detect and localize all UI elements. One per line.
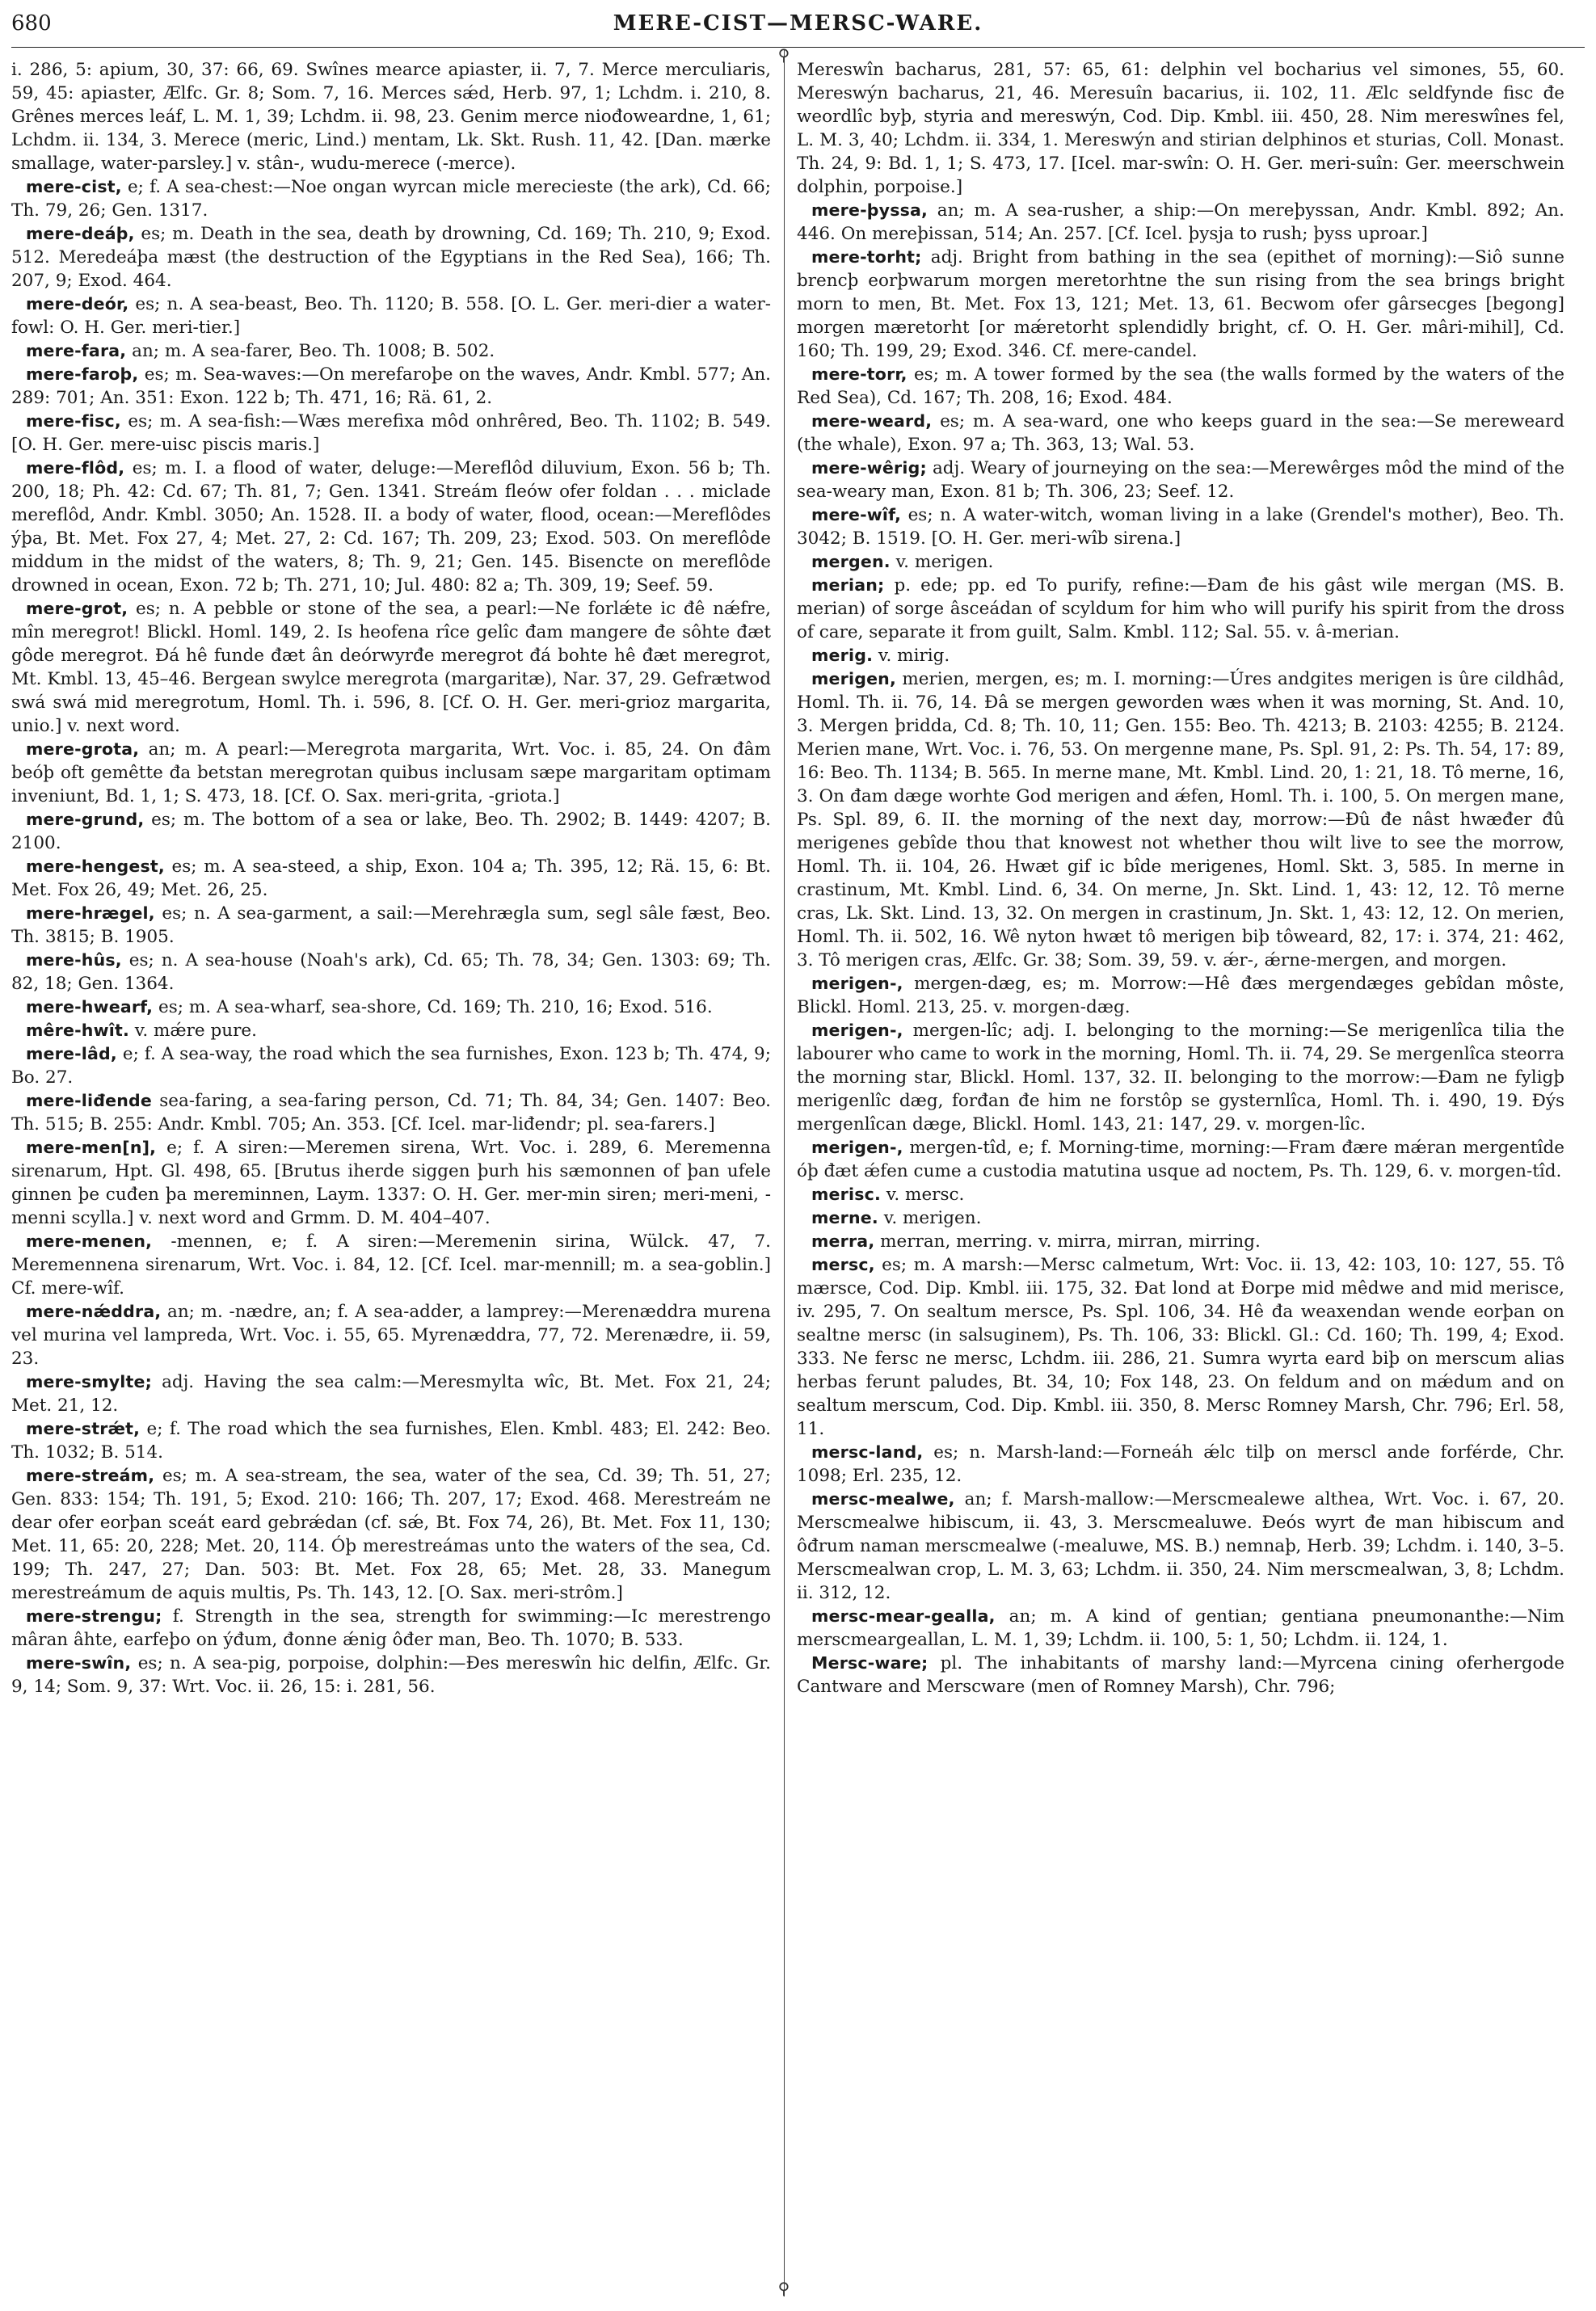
entry-definition: f. Strength in the sea, strength for swimming:—Ic merestrengo mâran âhte, earfeþo on ýđum, đonne ǽnig ôđer man, Beo. Th. 1070; B. 533. xyxy=(11,1606,771,1650)
dictionary-entry xyxy=(797,667,1564,972)
dictionary-entry xyxy=(11,1652,771,1699)
entry-definition: pl. The inhabitants of marshy land:—Myrcena cining oferhergode Cantware and Merscware (men of Romney Marsh), Chr. 796; xyxy=(797,1653,1564,1697)
entry-headword: mere-smylte; xyxy=(26,1372,153,1391)
entry-definition: an; m. -nædre, an; f. A sea-adder, a lamprey:—Merenæddra murena vel murina vel lampreda, Wrt. Voc. i. 55, 65. Myrenæddra, 77, 72. Merenædre, ii. 59, 23. xyxy=(11,1302,771,1369)
entry-headword: mere-grot, xyxy=(26,599,128,618)
entry-headword: mere-faroþ, xyxy=(26,364,139,384)
entry-definition: es; m. A sea-wharf, sea-shore, Cd. 169; Th. 210, 16; Exod. 516. xyxy=(158,997,713,1017)
entry-definition: mergen-tîd, e; f. Morning-time, morning:—Fram đære mǽran mergentîde óþ đæt ǽfen cume a custodia matutina usque ad noctem, Ps. Th. 129, 6. v. morgen-tîd. xyxy=(797,1138,1564,1181)
dictionary-entry xyxy=(11,457,771,597)
entry-headword: mere-men[n], xyxy=(26,1138,157,1157)
entry-headword: mere-wêrig; xyxy=(811,458,927,478)
entry-definition: es; n. A pebble or stone of the sea, a pearl:—Ne forlǽte ic đê nǽfre, mîn meregrot! Blickl. Homl. 149, 2. Is heofena rîce gelîc đam mangere đe sôhte đæt gôde meregrot. Đá hê funde đæt ân deórwyrđe meregrot đá bohte hê đæt meregrot, Mt. Kmbl. 13, 45–46. Bergean swylce meregrota (margaritæ), Nar. 37, 29. Gefrætwod swá swá mid meregrotum, Homl. Th. i. 596, 8. [Cf. O. H. Ger. meri-grioz margarita, unio.] v. next word. xyxy=(11,599,771,736)
entry-headword: merigen, xyxy=(811,669,896,688)
entry-definition: es; m. I. a flood of water, deluge:—Mereflôd diluvium, Exon. 56 b; Th. 200, 18; Ph. 42: Cd. 67; Th. 81, 7; Gen. 1341. Streám fleów ofer foldan . . . miclade mereflôd, Andr. Kmbl. 3050; An. 1528. II. a body of water, flood, ocean:—Mereflôdes ýþa, Bt. Met. Fox 27, 4; Met. 27, 2: Cd. 167; Th. 209, 23; Exod. 503. On mereflôde middum in the midst of the waters, 8; Th. 9, 21; Gen. 145. Bisencte on mereflôde drowned in ocean, Exon. 72 b; Th. 271, 10; Jul. 480: 82 a; Th. 309, 19; Seef. 59. xyxy=(11,458,771,596)
entry-definition: v. mǽre pure. xyxy=(134,1021,257,1041)
entry-definition: v. mersc. xyxy=(886,1185,965,1205)
entry-definition: an; m. A kind of gentian; gentiana pneumonanthe:—Nim merscmeargeallan, L. M. 1, 39; Lchdm. ii. 100, 5: 1, 50; Lchdm. ii. 124, 1. xyxy=(797,1606,1564,1650)
entry-headword: mêre-hwît. xyxy=(26,1021,129,1040)
entry-headword: merisc. xyxy=(811,1185,881,1204)
entry-headword: merian; xyxy=(811,575,885,595)
entry-definition: e; f. A siren:—Meremen sirena, Wrt. Voc. i. 289, 6. Meremenna sirenarum, Hpt. Gl. 498, 65. [Brutus iherde siggen þurh his sæmonnen of þan ufele ginnen þe cuđen þa mereminnen, Laym. 1337: O. H. Ger. mer-min siren; meri-meni, -menni scylla.] v. next word and Grmm. D. M. 404–407. xyxy=(11,1138,771,1228)
ornament-top-icon: ⚲ xyxy=(777,45,790,65)
dictionary-entry xyxy=(797,1253,1564,1441)
running-head: MERE-CIST—MERSC-WARE. xyxy=(613,11,983,36)
entry-definition: es; n. A sea-pig, porpoise, dolphin:—Đes mereswîn hic delfin, Ælfc. Gr. 9, 14; Som. 9, 37: Wrt. Voc. ii. 26, 15: i. 281, 56. xyxy=(11,1653,771,1697)
dictionary-entry xyxy=(797,1488,1564,1605)
entry-definition: e; f. A sea-chest:—Noe ongan wyrcan micle merecieste (the ark), Cd. 66; Th. 79, 26; Gen. 1317. xyxy=(11,177,771,221)
entry-definition: an; m. A sea-rusher, a ship:—On mereþyssan, Andr. Kmbl. 892; An. 446. On mereþissan, 514; An. 257. [Cf. Icel. þysja to rush; þyss uproar.] xyxy=(797,200,1564,244)
entry-headword: mersc, xyxy=(811,1255,875,1274)
dictionary-entry xyxy=(11,1370,771,1417)
dictionary-entry xyxy=(797,1230,1564,1253)
dictionary-entry xyxy=(11,58,771,175)
entry-definition: merien, mergen, es; m. I. morning:—Úres andgites merigen is ûre cildhâd, Homl. Th. ii. 76, 14. Đâ se mergen geworden wæs when it was morning, St. And. 10, 3. Mergen þridda, Cd. 8; Th. 10, 11; Gen. 155: Beo. Th. 4213; B. 2103: 4255; B. 2124. Merien mane, Wrt. Voc. i. 76, 53. On mergenne mane, Ps. Spl. 91, 2: Ps. Th. 54, 17: 89, 16: Beo. Th. 1134; B. 565. In merne mane, Mt. Kmbl. Lind. 20, 1: 21, 18. Tô merne, 16, 3. On đam dæge worhte God merigen and ǽfen, Homl. Th. i. 100, 5. On mergen mane, Ps. Spl. 89, 6. II. the morning of the next day, morrow:—Đû đe nâst hwæđer đû merigenes gebîde thou that knowest not whether thou wilt live to see the morrow, Homl. Th. ii. 104, 26. Hwæt gif ic bîde merigenes, Homl. Skt. 3, 585. In merne in crastinum, Mt. Kmbl. Lind. 6, 34. On merne, Jn. Skt. Lind. 1, 43: 12, 12. Tô merne cras, Lk. Skt. Lind. 13, 32. On mergen in crastinum, Jn. Skt. 1, 43: 12, 12. On merien, Homl. Th. ii. 502, 16. Wê nyton hwæt tô merigen biþ tôweard, 82, 17: i. 374, 21: 462, 3. Tô merigen cras, Ælfc. Gr. 38; Som. 39, 59. v. ǽr-, ǽrne-mergen, and morgen. xyxy=(797,669,1564,970)
dictionary-entry xyxy=(797,410,1564,457)
entry-headword: mere-strengu; xyxy=(26,1606,162,1626)
dictionary-entry xyxy=(797,58,1564,199)
entry-definition: adj. Weary of journeying on the sea:—Merewêrges môd the mind of the sea-weary man, Exon. 81 b; Th. 306, 23; Seef. 12. xyxy=(797,458,1564,502)
entry-definition: an; m. A pearl:—Meregrota margarita, Wrt. Voc. i. 85, 24. On đâm beóþ oft gemêtte đa betstan meregrotan quibus inclusam sæpe margaritam optimam inveniunt, Bd. 1, 1; S. 473, 18. [Cf. O. Sax. meri-grita, -griota.] xyxy=(11,739,771,806)
entry-headword: mersc-land, xyxy=(811,1442,924,1462)
dictionary-entry xyxy=(11,339,771,363)
entry-definition: es; n. A sea-garment, a sail:—Merehrægla sum, segl sâle fæst, Beo. Th. 3815; B. 1905. xyxy=(11,903,771,947)
entry-definition: es; m. A sea-stream, the sea, water of the sea, Cd. 39; Th. 51, 27; Gen. 833: 154; Th. 191, 5; Exod. 210: 166; Th. 207, 17; Exod. 468. Merestreám ne dear ofer eorþan sceát eard gebrǽdan (cf. sǽ, Bt. Fox 74, 26), Bt. Met. Fox 11, 130; Met. 11, 65: 20, 228; Met. 20, 114. Óþ merestreámas unto the waters of the sea, Cd. 199; Th. 247, 27; Dan. 503: Bt. Met. Fox 28, 65; Met. 28, 33. Manegum merestreámum de aquis multis, Ps. Th. 143, 12. [O. Sax. meri-strôm.] xyxy=(11,1466,771,1603)
dictionary-entry xyxy=(797,644,1564,667)
dictionary-entry xyxy=(11,1417,771,1464)
dictionary-entry xyxy=(11,1136,771,1230)
entry-headword: mere-menen, xyxy=(26,1231,153,1251)
dictionary-entry xyxy=(11,1042,771,1089)
entry-definition: es; m. A sea-steed, a ship, Exon. 104 a; Th. 395, 12; Rä. 15, 6: Bt. Met. Fox 26, 49; Met. 26, 25. xyxy=(11,857,771,900)
entry-headword: mere-torr, xyxy=(811,364,907,384)
entry-headword: mere-flôd, xyxy=(26,458,125,478)
entry-headword: mere-grund, xyxy=(26,810,145,829)
dictionary-entry xyxy=(797,550,1564,574)
dictionary-entry xyxy=(11,1089,771,1136)
entry-definition: e; f. A sea-way, the road which the sea furnishes, Exon. 123 b; Th. 474, 9; Bo. 27. xyxy=(11,1044,771,1088)
entry-headword: merne. xyxy=(811,1208,878,1227)
entry-definition: p. ede; pp. ed To purify, refine:—Đam đe his gâst wile mergan (MS. B. merian) of sorge âsceádan of scyldum for him who will purify his spirit from the dross of care, separate it from guilt, Salm. Kmbl. 112; Sal. 55. v. â-merian. xyxy=(797,575,1564,642)
entry-headword: mere-þyssa, xyxy=(811,200,929,220)
dictionary-entry xyxy=(11,293,771,339)
entry-headword: mere-strǽt, xyxy=(26,1419,141,1438)
entry-definition: es; m. A marsh:—Mersc calmetum, Wrt: Voc. ii. 13, 42: 103, 10: 127, 55. Tô mærsce, Cod. Dip. Kmbl. iii. 175, 32. Đat lond at Đorpe mid mêdwe and mid merisce, iv. 295, 7. On sealtum mersce, Ps. Spl. 106, 34. Hê đa weaxendan wende eorþan on sealtne mersc (in salsuginem), Ps. Th. 106, 33: Blickl. Gl.: Cd. 160; Th. 199, 4; Exod. 333. Ne fersc ne mersc, Lchdm. iii. 286, 21. Sumra wyrta eard biþ on merscum alias herbas ferunt paludes, Bt. 34, 10; Fox 148, 23. On feldum and on mǽdum and on sealtum merscum, Cod. Dip. Kmbl. iii. 350, 8. Mersc Romney Marsh, Chr. 796; Erl. 58, 11. xyxy=(797,1255,1564,1439)
dictionary-entry xyxy=(11,996,771,1019)
entry-headword: mersc-mealwe, xyxy=(811,1489,955,1509)
entry-headword: mere-cist, xyxy=(26,177,122,196)
page-header xyxy=(0,11,1596,44)
entry-headword: mergen. xyxy=(811,552,891,571)
left-column xyxy=(11,58,771,2296)
entry-definition: an; f. Marsh-mallow:—Merscmealewe althea, Wrt. Voc. i. 67, 20. Merscmealwe hibiscum, ii. 43, 3. Merscmealuwe. Đeós wyrt đe man hibiscum and ôđrum naman merscmealwe (-mealuwe, MS. B.) nemnaþ, Herb. 39; Lchdm. i. 140, 3–5. Merscmealwan crop, L. M. 3, 63; Lchdm. ii. 350, 24. Nim merscmealwan, 3, 8; Lchdm. ii. 312, 12. xyxy=(797,1489,1564,1603)
dictionary-entry xyxy=(797,972,1564,1019)
entry-headword: mere-weard, xyxy=(811,411,933,431)
entry-definition: adj. Bright from bathing in the sea (epithet of morning):—Siô sunne brencþ eorþwarum morgen meretorhtne the sun rising from the sea brings bright morn to men, Bt. Met. Fox 13, 121; Met. 13, 61. Becwom ofer gârsecges [begong] morgen mæretorht [or mǽretorht splendidly bright, cf. O. H. Ger. mâri-mihil], Cd. 160; Th. 199, 29; Exod. 346. Cf. mere-candel. xyxy=(797,247,1564,361)
entry-definition: v. merigen. xyxy=(895,552,994,572)
dictionary-entry xyxy=(11,738,771,808)
dictionary-entry xyxy=(11,949,771,996)
dictionary-entry xyxy=(797,1605,1564,1652)
entry-definition: es; n. A sea-beast, Beo. Th. 1120; B. 558. [O. L. Ger. meri-dier a water-fowl: O. H. Ger. meri-tier.] xyxy=(11,294,771,338)
entry-headword: mere-lâd, xyxy=(26,1044,117,1063)
entry-definition: -mennen, e; f. A siren:—Meremenin sirina, Wülck. 47, 7. Meremennena sirenarum, Wrt. Voc. i. 84, 12. [Cf. Icel. mar-mennill; m. a sea-goblin.] Cf. mere-wîf. xyxy=(11,1231,771,1299)
dictionary-entry xyxy=(797,1441,1564,1488)
entry-headword: mere-hwearf, xyxy=(26,997,154,1017)
entry-definition: es; m. A sea-ward, one who keeps guard in the sea:—Se mereweard (the whale), Exon. 97 a; Th. 363, 13; Wal. 53. xyxy=(797,411,1564,455)
entry-headword: Mersc-ware; xyxy=(811,1653,929,1673)
entry-headword: merigen-, xyxy=(811,1021,903,1040)
dictionary-entry xyxy=(11,222,771,293)
dictionary-entry xyxy=(797,1019,1564,1136)
entry-headword: mere-streám, xyxy=(26,1466,155,1485)
entry-definition: es; m. A sea-fish:—Wæs merefixa môd onhrêred, Beo. Th. 1102; B. 549. [O. H. Ger. mere-uisc piscis maris.] xyxy=(11,411,771,455)
dictionary-entry xyxy=(797,457,1564,503)
dictionary-entry xyxy=(11,1230,771,1300)
column-divider xyxy=(784,50,785,2296)
entry-headword: mere-wîf, xyxy=(811,505,902,524)
entry-definition: mergen-dæg, es; m. Morrow:—Hê đæs mergendæges gebîdan môste, Blickl. Homl. 213, 25. v. morgen-dæg. xyxy=(797,974,1564,1017)
entry-headword: mere-deáþ, xyxy=(26,224,135,243)
entry-definition: es; n. A sea-house (Noah's ark), Cd. 65; Th. 78, 34; Gen. 1303: 69; Th. 82, 18; Gen. 1364. xyxy=(11,950,771,994)
dictionary-entry xyxy=(11,855,771,902)
dictionary-entry xyxy=(11,363,771,410)
entry-headword: mere-liđende xyxy=(26,1091,152,1110)
page-number: 680 xyxy=(11,11,52,36)
entry-headword: mere-nǽddra, xyxy=(26,1302,162,1321)
dictionary-entry xyxy=(797,363,1564,410)
entry-definition: es; m. The bottom of a sea or lake, Beo. Th. 2902; B. 1449: 4207; B. 2100. xyxy=(11,810,771,853)
entry-definition: i. 286, 5: apium, 30, 37: 66, 69. Swînes mearce apiaster, ii. 7, 7. Merce merculiaris, 59, 45: apiaster, Ælfc. Gr. 8; Som. 7, 16. Merces sǽd, Herb. 97, 1; Lchdm. i. 210, 8. Grênes merces leáf, L. M. 1, 39; Lchdm. ii. 98, 23. Genim merce niođoweardne, 1, 61; Lchdm. ii. 134, 3. Merece (meric, Lind.) mentam, Lk. Skt. Rush. 11, 42. [Dan. mærke smallage, water-parsley.] v. stân-, wudu-merece (-merce). xyxy=(11,60,771,174)
dictionary-entry xyxy=(797,1136,1564,1183)
entry-definition: Mereswîn bacharus, 281, 57: 65, 61: delphin vel bocharius vel simones, 55, 60. Mereswýn bacharus, 21, 46. Meresuîn bacarius, ii. 102, 11. Ælc seldfynde fisc đe weordlîc byþ, styria and mereswýn, Cod. Dip. Kmbl. iii. 450, 28. Nim mereswînes fel, L. M. 3, 40; Lchdm. ii. 334, 1. Mereswýn and stirian delphinos et sturias, Coll. Monast. Th. 24, 9: Bd. 1, 1; S. 473, 17. [Icel. mar-swîn: O. H. Ger. meri-suîn: Ger. meerschwein dolphin, porpoise.] xyxy=(797,60,1564,197)
entry-definition: v. mirig. xyxy=(878,646,950,666)
entry-headword: merig. xyxy=(811,646,874,665)
entry-headword: mere-deór, xyxy=(26,294,129,314)
entry-headword: mere-hrægel, xyxy=(26,903,155,923)
entry-headword: mere-torht; xyxy=(811,247,922,267)
entry-headword: merigen-, xyxy=(811,1138,903,1157)
header-rule xyxy=(11,47,1585,48)
dictionary-entry xyxy=(797,574,1564,644)
entry-definition: adj. Having the sea calm:—Meresmylta wîc, Bt. Met. Fox 21, 24; Met. 21, 12. xyxy=(11,1372,771,1416)
dictionary-entry xyxy=(797,1206,1564,1230)
right-column xyxy=(797,58,1564,2296)
dictionary-entry xyxy=(797,246,1564,363)
dictionary-entry xyxy=(11,808,771,855)
entry-headword: mere-hengest, xyxy=(26,857,165,876)
entry-definition: es; m. Sea-waves:—On merefaroþe on the waves, Andr. Kmbl. 577; An. 289: 701; An. 351: Exon. 122 b; Th. 471, 16; Rä. 61, 2. xyxy=(11,364,771,408)
dictionary-entry xyxy=(11,410,771,457)
dictionary-entry xyxy=(797,1652,1564,1699)
entry-headword: mersc-mear-gealla, xyxy=(811,1606,996,1626)
entry-headword: merra, xyxy=(811,1231,875,1251)
dictionary-entry xyxy=(797,503,1564,550)
entry-definition: es; m. A tower formed by the sea (the walls formed by the waters of the Red Sea), Cd. 167; Th. 208, 16; Exod. 484. xyxy=(797,364,1564,408)
dictionary-entry xyxy=(797,1183,1564,1206)
entry-definition: es; n. Marsh-land:—Forneáh ǽlc tilþ on merscl ande forférde, Chr. 1098; Erl. 235, 12. xyxy=(797,1442,1564,1486)
entry-definition: mergen-lîc; adj. I. belonging to the morning:—Se merigenlîca tilia the labourer who came to work in the morning, Homl. Th. ii. 74, 29. Se mergenlîca steorra the morning star, Blickl. Homl. 137, 32. II. belonging to the morrow:—Đam ne fyligþ merigenlîc dæg, forđan đe him ne forstôp se gysternlîca, Homl. Th. i. 490, 19. Đýs mergenlîcan dæge, Blickl. Homl. 143, 21: 147, 29. v. morgen-lîc. xyxy=(797,1021,1564,1134)
dictionary-entry xyxy=(11,1464,771,1605)
entry-headword: mere-hûs, xyxy=(26,950,122,970)
dictionary-entry xyxy=(11,902,771,949)
entry-definition: es; m. Death in the sea, death by drowning, Cd. 169; Th. 210, 9; Exod. 512. Meredeáþa mæst (the destruction of the Egyptians in the Red Sea), 166; Th. 207, 9; Exod. 464. xyxy=(11,224,771,291)
entry-definition: v. merigen. xyxy=(883,1208,982,1228)
dictionary-entry xyxy=(11,1300,771,1370)
dictionary-entry xyxy=(797,199,1564,246)
entry-definition: sea-faring, a sea-faring person, Cd. 71; Th. 84, 34; Gen. 1407: Beo. Th. 515; B. 255: Andr. Kmbl. 705; An. 353. [Cf. Icel. mar-liđendr; pl. sea-farers.] xyxy=(11,1091,771,1134)
entry-definition: es; n. A water-witch, woman living in a lake (Grendel's mother), Beo. Th. 3042; B. 1519. [O. H. Ger. meri-wîb sirena.] xyxy=(797,505,1564,549)
entry-headword: mere-grota, xyxy=(26,739,140,759)
entry-headword: merigen-, xyxy=(811,974,903,993)
entry-definition: an; m. A sea-farer, Beo. Th. 1008; B. 502. xyxy=(132,341,495,361)
entry-headword: mere-fisc, xyxy=(26,411,121,431)
ornament-bottom-icon: ⚲ xyxy=(777,2279,790,2298)
dictionary-entry xyxy=(11,1605,771,1652)
entry-headword: mere-fara, xyxy=(26,341,127,360)
entry-headword: mere-swîn, xyxy=(26,1653,132,1673)
dictionary-entry xyxy=(11,175,771,222)
entry-definition: merran, merring. v. mirra, mirran, mirring. xyxy=(880,1231,1261,1252)
dictionary-entry xyxy=(11,1019,771,1042)
dictionary-entry xyxy=(11,597,771,738)
entry-definition: e; f. The road which the sea furnishes, Elen. Kmbl. 483; El. 242: Beo. Th. 1032; B. 514. xyxy=(11,1419,771,1463)
